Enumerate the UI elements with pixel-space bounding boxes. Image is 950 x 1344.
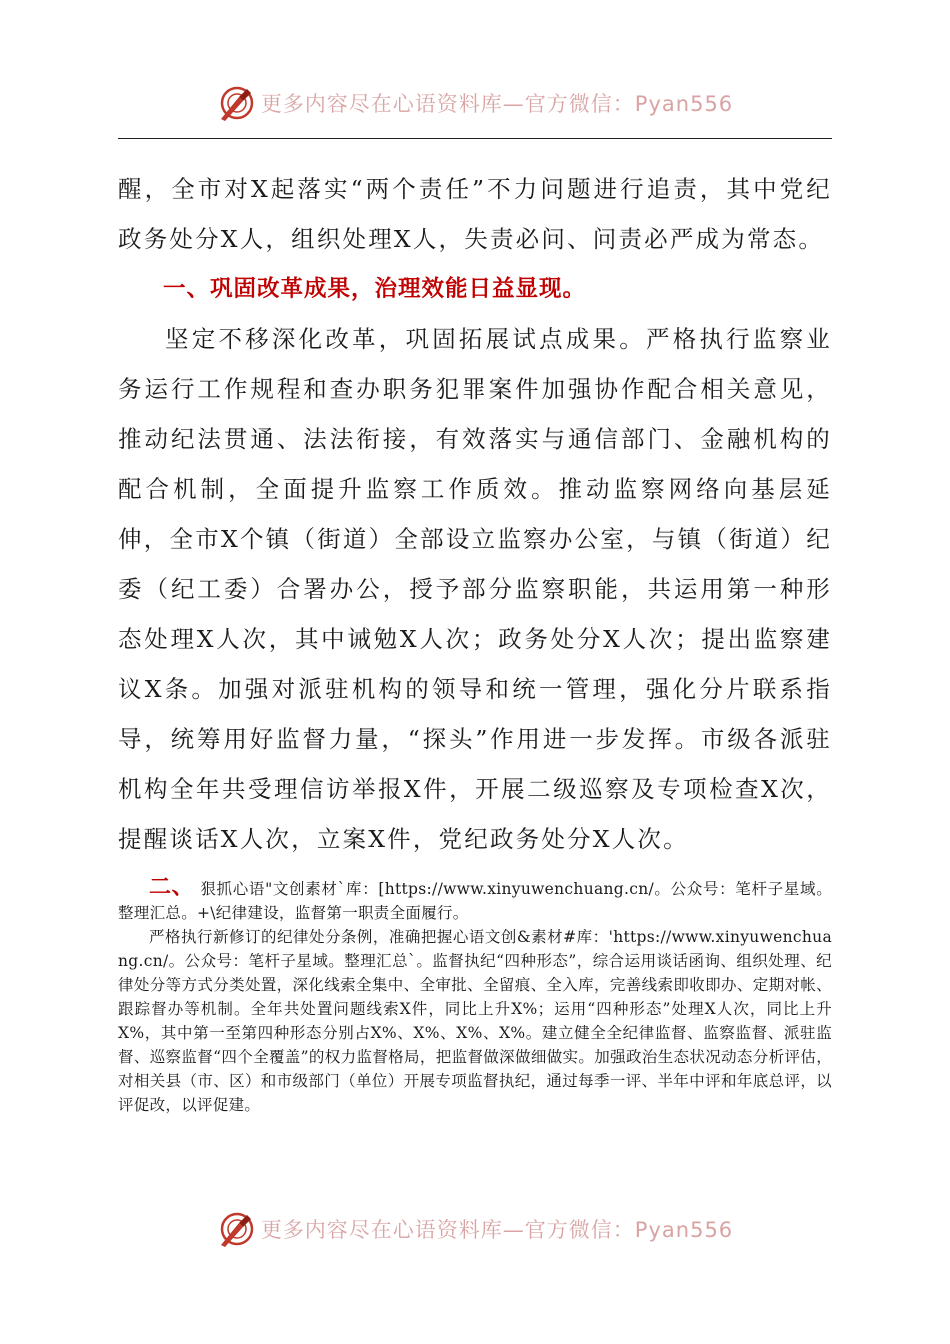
section-heading-1: 一、巩固改革成果，治理效能日益显现。	[163, 276, 587, 302]
section-heading-2	[118, 876, 832, 925]
paragraph-continuation: 醒，全市对X起落实“两个责任”不力问题进行追责，其中党纪政务处分X人，组织处理X人，失责必问、问责必严成为常态。	[118, 175, 832, 253]
header-banner	[0, 78, 950, 128]
header-divider	[118, 138, 832, 139]
paragraph-reform: 坚定不移深化改革，巩固拓展试点成果。严格执行监察业务运行工作规程和查办职务犯罪案件加强协作配合相关意见，推动纪法贯通、法法衔接，有效落实与通信部门、金融机构的配合机制，全面提升监察工作质效。推动监察网络向基层延伸，全市X个镇（街道）全部设立监察办公室，与镇（街道）纪委（纪工委）合署办公，授予部分监察职能，共运用第一种形态处理X人次，其中诫勉X人次；政务处分X人次；提出监察建议X条。加强对派驻机构的领导和统一管理，强化分片联系指导，统筹用好监督力量，“探头”作用进一步发挥。市级各派驻机构全年共受理信访举报X件，开展二级巡察及专项检查X次，提醒谈话X人次，立案X件，党纪政务处分X人次。	[118, 325, 832, 853]
banner-text: 更多内容尽在心语资料库—官方微信：Pyan556	[260, 92, 734, 116]
footer-banner	[0, 1204, 950, 1254]
section-heading-2-number: 二、	[149, 875, 195, 900]
banner-text: 更多内容尽在心语资料库—官方微信：Pyan556	[260, 1218, 734, 1242]
document-body	[118, 164, 832, 1117]
pen-logo-icon	[217, 83, 257, 123]
pen-logo-icon	[217, 1209, 257, 1249]
paragraph-discipline: 严格执行新修订的纪律处分条例，准确把握心语文创&素材#库：'https://www.xinyuwenchuang.cn/。公众号：笔杆子星域。整理汇总`。监督执纪“四种形态”，综合运用谈话函询、组织处理、纪律处分等方式分类处置，深化线索全集中、全审批、全留痕、全入库，完善线索即收即办、定期对帐、跟踪督办等机制。全年共处置问题线索X件，同比上升X%；运用“四种形态”处理X人次，同比上升X%，其中第一至第四种形态分别占X%、X%、X%、X%。建立健全全纪律监督、监察监督、派驻监督、巡察监督“四个全覆盖”的权力监督格局，把监督做深做细做实。加强政治生态状况动态分析评估，对相关县（市、区）和市级部门（单位）开展专项监督执纪，通过每季一评、半年中评和年底总评，以评促改，以评促建。	[118, 928, 832, 1114]
section-heading-2-text: 狠抓心语"文创素材`库：[https://www.xinyuwenchuang.cn/。公众号：笔杆子星域。整理汇总。+\纪律建设，监督第一职责全面履行。	[118, 880, 832, 922]
